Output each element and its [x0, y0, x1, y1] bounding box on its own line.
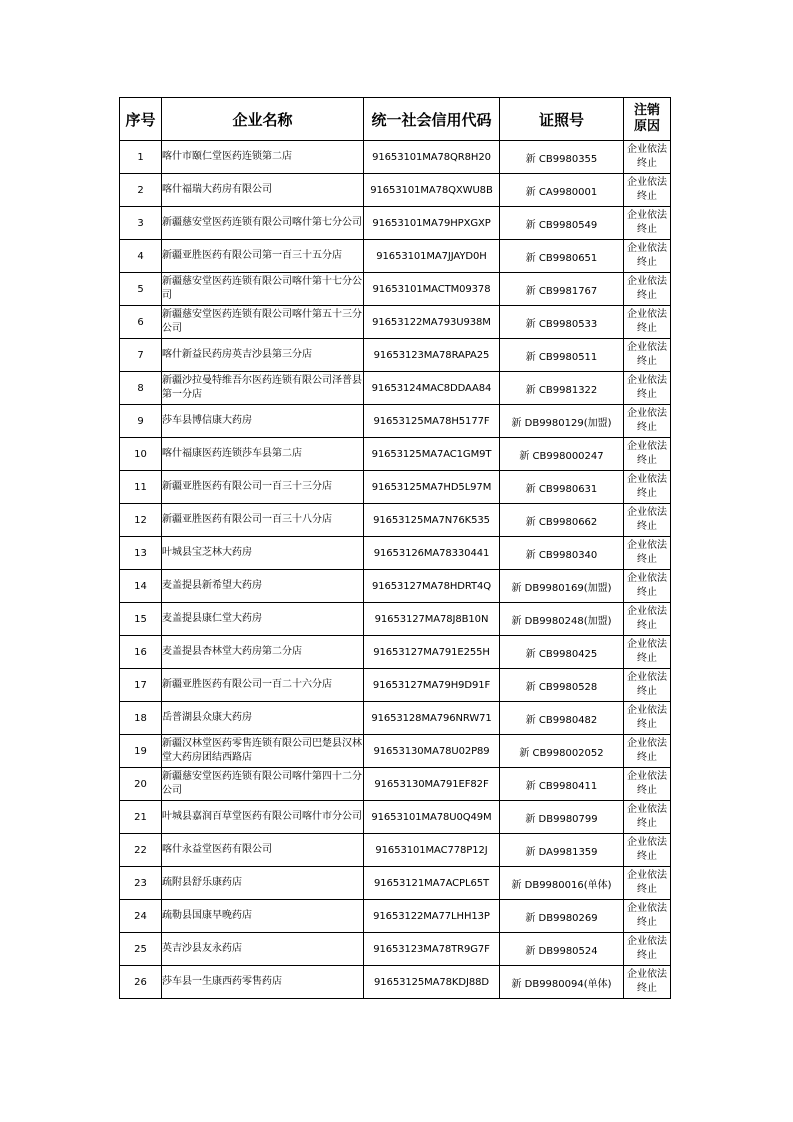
serial-number-cell: 21 — [120, 801, 162, 834]
cancellation-reason-cell: 企业依法终止 — [624, 405, 671, 438]
credit-code-cell: 91653101MA7JJAYD0H — [364, 240, 500, 273]
cancellation-reason-cell: 企业依法终止 — [624, 603, 671, 636]
credit-code-cell: 91653128MA796NRW71 — [364, 702, 500, 735]
serial-number-cell: 8 — [120, 372, 162, 405]
company-name-cell: 麦盖提县新希望大药房 — [162, 570, 364, 603]
serial-number-cell: 18 — [120, 702, 162, 735]
table-row — [120, 504, 671, 537]
company-name-cell: 新疆亚胜医药有限公司一百二十六分店 — [162, 669, 364, 702]
credit-code-cell: 91653125MA78KDJ88D — [364, 966, 500, 999]
credit-code-cell: 91653122MA793U938M — [364, 306, 500, 339]
company-name-cell: 新疆汉林堂医药零售连锁有限公司巴楚县汉林堂大药房团结西路店 — [162, 735, 364, 768]
table-row — [120, 273, 671, 306]
cancellation-reason-cell: 企业依法终止 — [624, 966, 671, 999]
company-name-cell: 叶城县宝芝林大药房 — [162, 537, 364, 570]
serial-number-cell: 13 — [120, 537, 162, 570]
cancellation-reason-cell: 企业依法终止 — [624, 669, 671, 702]
cancellation-reason-cell: 企业依法终止 — [624, 504, 671, 537]
credit-code-cell: 91653101MA78QR8H20 — [364, 141, 500, 174]
credit-code-cell: 91653127MA79H9D91F — [364, 669, 500, 702]
serial-number-cell: 22 — [120, 834, 162, 867]
license-number-cell: 新 CB9980533 — [500, 306, 624, 339]
serial-number-cell: 25 — [120, 933, 162, 966]
company-name-cell: 叶城县嘉润百草堂医药有限公司喀什市分公司 — [162, 801, 364, 834]
credit-code-cell: 91653123MA78RAPA25 — [364, 339, 500, 372]
license-number-cell: 新 CB9980631 — [500, 471, 624, 504]
company-name-cell: 莎车县一生康西药零售药店 — [162, 966, 364, 999]
credit-code-cell: 91653101MA78QXWU8B — [364, 174, 500, 207]
table-row — [120, 405, 671, 438]
company-name-cell: 岳普湖县众康大药房 — [162, 702, 364, 735]
license-number-cell: 新 CB9980340 — [500, 537, 624, 570]
table-row — [120, 603, 671, 636]
cancellation-reason-cell: 企业依法终止 — [624, 702, 671, 735]
table-row — [120, 537, 671, 570]
license-number-cell: 新 CA9980001 — [500, 174, 624, 207]
serial-number-cell: 19 — [120, 735, 162, 768]
license-number-cell: 新 DB9980269 — [500, 900, 624, 933]
company-name-cell: 新疆亚胜医药有限公司一百三十八分店 — [162, 504, 364, 537]
table-row — [120, 207, 671, 240]
license-number-cell: 新 CB9981767 — [500, 273, 624, 306]
table-row — [120, 372, 671, 405]
credit-code-cell: 91653125MA7AC1GM9T — [364, 438, 500, 471]
license-number-cell: 新 CB9980355 — [500, 141, 624, 174]
credit-code-cell: 91653101MA78U0Q49M — [364, 801, 500, 834]
license-number-cell: 新 CB9981322 — [500, 372, 624, 405]
header-serial-number: 序号 — [120, 98, 162, 141]
license-number-cell: 新 CB998002052 — [500, 735, 624, 768]
company-name-cell: 麦盖提县杏林堂大药房第二分店 — [162, 636, 364, 669]
cancellation-reason-cell: 企业依法终止 — [624, 537, 671, 570]
credit-code-cell: 91653125MA7HD5L97M — [364, 471, 500, 504]
cancellation-reason-cell: 企业依法终止 — [624, 636, 671, 669]
serial-number-cell: 5 — [120, 273, 162, 306]
serial-number-cell: 4 — [120, 240, 162, 273]
table-row — [120, 471, 671, 504]
cancellation-reason-cell: 企业依法终止 — [624, 174, 671, 207]
license-number-cell: 新 CB9980511 — [500, 339, 624, 372]
license-number-cell: 新 DB9980169(加盟) — [500, 570, 624, 603]
serial-number-cell: 15 — [120, 603, 162, 636]
cancellation-reason-cell: 企业依法终止 — [624, 867, 671, 900]
credit-code-cell: 91653126MA78330441 — [364, 537, 500, 570]
cancellation-reason-cell: 企业依法终止 — [624, 768, 671, 801]
credit-code-cell: 91653127MA78HDRT4Q — [364, 570, 500, 603]
cancellation-reason-cell: 企业依法终止 — [624, 471, 671, 504]
credit-code-cell: 91653123MA78TR9G7F — [364, 933, 500, 966]
company-name-cell: 麦盖提县康仁堂大药房 — [162, 603, 364, 636]
serial-number-cell: 14 — [120, 570, 162, 603]
table-row — [120, 966, 671, 999]
serial-number-cell: 3 — [120, 207, 162, 240]
license-number-cell: 新 DA9981359 — [500, 834, 624, 867]
cancellation-reason-cell: 企业依法终止 — [624, 372, 671, 405]
serial-number-cell: 20 — [120, 768, 162, 801]
cancellation-reason-cell: 企业依法终止 — [624, 306, 671, 339]
credit-code-cell: 91653101MA79HPXGXP — [364, 207, 500, 240]
serial-number-cell: 7 — [120, 339, 162, 372]
table-row — [120, 702, 671, 735]
credit-code-cell: 91653122MA77LHH13P — [364, 900, 500, 933]
table-row — [120, 438, 671, 471]
table-row — [120, 933, 671, 966]
credit-code-cell: 91653130MA791EF82F — [364, 768, 500, 801]
cancellation-reason-cell: 企业依法终止 — [624, 141, 671, 174]
company-name-cell: 新疆慈安堂医药连锁有限公司喀什第七分公司 — [162, 207, 364, 240]
cancellation-reason-cell: 企业依法终止 — [624, 339, 671, 372]
credit-code-cell: 91653125MA7N76K535 — [364, 504, 500, 537]
cancellation-reason-cell: 企业依法终止 — [624, 900, 671, 933]
cancellation-reason-cell: 企业依法终止 — [624, 438, 671, 471]
license-number-cell: 新 DB9980016(单体) — [500, 867, 624, 900]
table-row — [120, 339, 671, 372]
header-cancellation-reason: 注销原因 — [624, 98, 671, 141]
table-header-row — [120, 98, 671, 141]
table-row — [120, 636, 671, 669]
table-row — [120, 240, 671, 273]
table-row — [120, 900, 671, 933]
credit-code-cell: 91653127MA791E255H — [364, 636, 500, 669]
license-number-cell: 新 CB998000247 — [500, 438, 624, 471]
table-row — [120, 735, 671, 768]
serial-number-cell: 17 — [120, 669, 162, 702]
table-row — [120, 768, 671, 801]
company-name-cell: 英吉沙县友永药店 — [162, 933, 364, 966]
license-number-cell: 新 CB9980651 — [500, 240, 624, 273]
serial-number-cell: 6 — [120, 306, 162, 339]
credit-code-cell: 91653127MA78J8B10N — [364, 603, 500, 636]
company-name-cell: 喀什福瑞大药房有限公司 — [162, 174, 364, 207]
table-row — [120, 306, 671, 339]
table-row — [120, 801, 671, 834]
company-name-cell: 新疆亚胜医药有限公司第一百三十五分店 — [162, 240, 364, 273]
table-row — [120, 141, 671, 174]
company-name-cell: 喀什永益堂医药有限公司 — [162, 834, 364, 867]
table-row — [120, 174, 671, 207]
cancellation-reason-cell: 企业依法终止 — [624, 570, 671, 603]
serial-number-cell: 11 — [120, 471, 162, 504]
license-number-cell: 新 DB9980094(单体) — [500, 966, 624, 999]
license-number-cell: 新 DB9980248(加盟) — [500, 603, 624, 636]
header-credit-code: 统一社会信用代码 — [364, 98, 500, 141]
company-name-cell: 莎车县博信康大药房 — [162, 405, 364, 438]
header-license-number: 证照号 — [500, 98, 624, 141]
header-company-name: 企业名称 — [162, 98, 364, 141]
license-number-cell: 新 DB9980799 — [500, 801, 624, 834]
deregistration-table — [119, 97, 671, 999]
cancellation-reason-cell: 企业依法终止 — [624, 735, 671, 768]
credit-code-cell: 91653125MA78H5177F — [364, 405, 500, 438]
license-number-cell: 新 CB9980549 — [500, 207, 624, 240]
license-number-cell: 新 CB9980411 — [500, 768, 624, 801]
company-name-cell: 喀什新益民药房英吉沙县第三分店 — [162, 339, 364, 372]
credit-code-cell: 91653101MAC778P12J — [364, 834, 500, 867]
credit-code-cell: 91653121MA7ACPL65T — [364, 867, 500, 900]
credit-code-cell: 91653124MAC8DDAA84 — [364, 372, 500, 405]
table-row — [120, 570, 671, 603]
serial-number-cell: 24 — [120, 900, 162, 933]
serial-number-cell: 12 — [120, 504, 162, 537]
cancellation-reason-cell: 企业依法终止 — [624, 834, 671, 867]
company-name-cell: 疏勒县国康早晚药店 — [162, 900, 364, 933]
company-name-cell: 疏附县舒乐康药店 — [162, 867, 364, 900]
license-number-cell: 新 DB9980129(加盟) — [500, 405, 624, 438]
company-name-cell: 喀什福康医药连锁莎车县第二店 — [162, 438, 364, 471]
credit-code-cell: 91653130MA78U02P89 — [364, 735, 500, 768]
license-number-cell: 新 CB9980482 — [500, 702, 624, 735]
serial-number-cell: 1 — [120, 141, 162, 174]
company-name-cell: 新疆亚胜医药有限公司一百三十三分店 — [162, 471, 364, 504]
license-number-cell: 新 DB9980524 — [500, 933, 624, 966]
serial-number-cell: 10 — [120, 438, 162, 471]
license-number-cell: 新 CB9980528 — [500, 669, 624, 702]
cancellation-reason-cell: 企业依法终止 — [624, 240, 671, 273]
serial-number-cell: 9 — [120, 405, 162, 438]
table-row — [120, 867, 671, 900]
cancellation-reason-cell: 企业依法终止 — [624, 273, 671, 306]
table-body — [120, 141, 671, 999]
serial-number-cell: 2 — [120, 174, 162, 207]
serial-number-cell: 16 — [120, 636, 162, 669]
serial-number-cell: 23 — [120, 867, 162, 900]
cancellation-reason-cell: 企业依法终止 — [624, 933, 671, 966]
cancellation-reason-cell: 企业依法终止 — [624, 207, 671, 240]
serial-number-cell: 26 — [120, 966, 162, 999]
table-row — [120, 834, 671, 867]
license-number-cell: 新 CB9980662 — [500, 504, 624, 537]
company-name-cell: 喀什市颐仁堂医药连锁第二店 — [162, 141, 364, 174]
license-number-cell: 新 CB9980425 — [500, 636, 624, 669]
company-name-cell: 新疆慈安堂医药连锁有限公司喀什第五十三分公司 — [162, 306, 364, 339]
table-row — [120, 669, 671, 702]
company-name-cell: 新疆沙拉曼特维吾尔医药连锁有限公司泽普县第一分店 — [162, 372, 364, 405]
company-name-cell: 新疆慈安堂医药连锁有限公司喀什第四十二分公司 — [162, 768, 364, 801]
credit-code-cell: 91653101MACTM09378 — [364, 273, 500, 306]
cancellation-reason-cell: 企业依法终止 — [624, 801, 671, 834]
company-name-cell: 新疆慈安堂医药连锁有限公司喀什第十七分公司 — [162, 273, 364, 306]
